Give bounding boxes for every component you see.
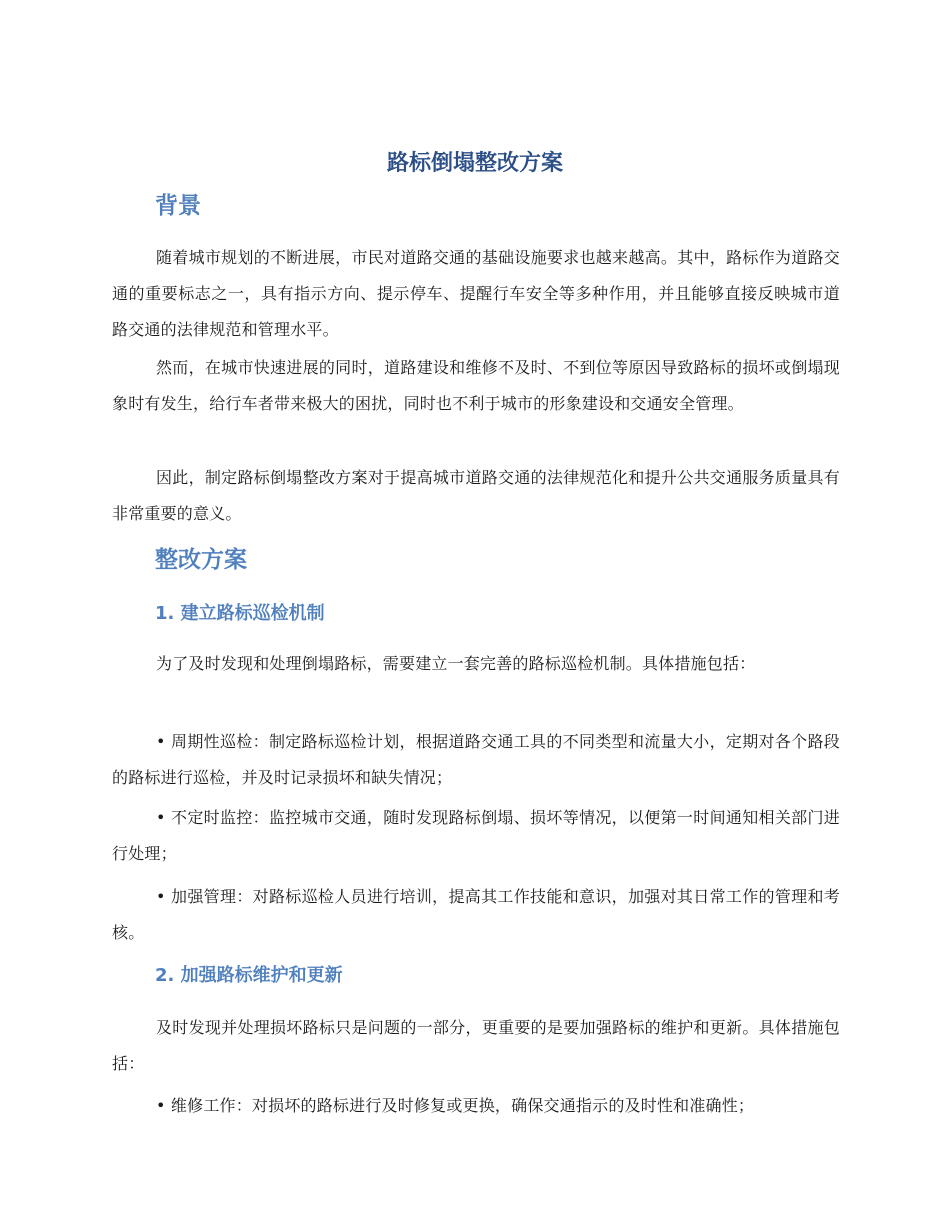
subheading-maintenance: 2. 加强路标维护和更新 xyxy=(155,965,343,986)
paragraph-background-3: 因此，制定路标倒塌整改方案对于提高城市道路交通的法律规范化和提升公共交通服务质量具有非常重要的意义。 xyxy=(112,468,840,523)
paragraph-inspection-intro: 为了及时发现和处理倒塌路标，需要建立一套完善的路标巡检机制。具体措施包括： xyxy=(156,654,756,673)
list-item: • 维修工作：对损坏的路标进行及时修复或更换，确保交通指示的及时性和准确性； xyxy=(156,1096,755,1115)
paragraph-background-1: 随着城市规划的不断进展，市民对道路交通的基础设施要求也越来越高。其中，路标作为道路交通的重要标志之一，具有指示方向、提示停车、提醒行车安全等多种作用，并且能够直接反映城市道路交通的法律规范和管理水平。 xyxy=(112,248,840,339)
heading-background: 背景 xyxy=(155,193,201,219)
paragraph-maintenance-intro: 及时发现并处理损坏路标只是问题的一部分，更重要的是要加强路标的维护和更新。具体措施包括： xyxy=(112,1018,840,1073)
paragraph-background-2: 然而，在城市快速进展的同时，道路建设和维修不及时、不到位等原因导致路标的损坏或倒塌现象时有发生，给行车者带来极大的困扰，同时也不利于城市的形象建设和交通安全管理。 xyxy=(112,358,840,413)
document-title: 路标倒塌整改方案 xyxy=(386,151,563,176)
list-item: • 不定时监控：监控城市交通，随时发现路标倒塌、损坏等情况，以便第一时间通知相关部门进行处理； xyxy=(112,808,840,863)
list-item: • 周期性巡检：制定路标巡检计划，根据道路交通工具的不同类型和流量大小，定期对各个路段的路标进行巡检，并及时记录损坏和缺失情况； xyxy=(112,732,840,787)
list-item: • 加强管理：对路标巡检人员进行培训，提高其工作技能和意识，加强对其日常工作的管理和考核。 xyxy=(112,887,840,942)
subheading-inspection: 1. 建立路标巡检机制 xyxy=(155,603,325,624)
heading-plan: 整改方案 xyxy=(155,547,247,573)
